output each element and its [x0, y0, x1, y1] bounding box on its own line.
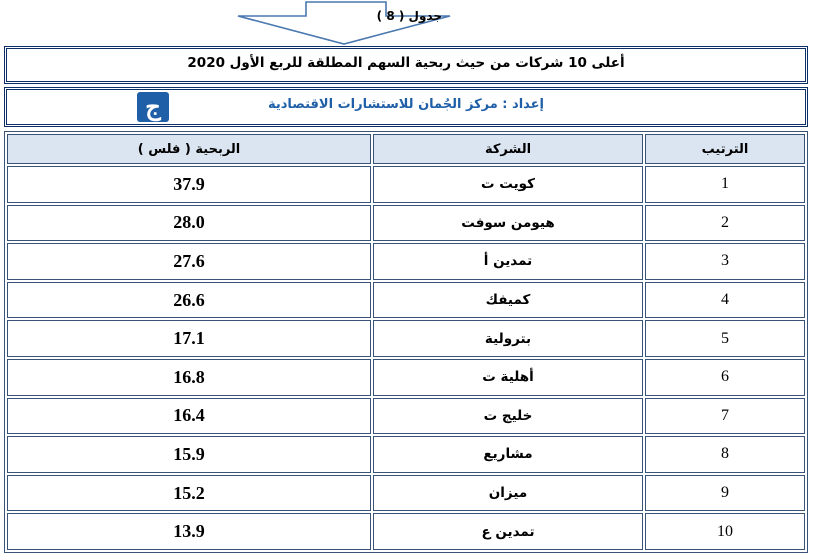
source-credit: إعداد : مركز الجُمان للاستشارات الاقتصادية — [267, 97, 545, 112]
rank-cell: 1 — [645, 166, 805, 203]
profit-cell: 15.2 — [7, 475, 371, 512]
profit-cell: 27.6 — [7, 243, 371, 280]
company-cell: مشاريع — [373, 436, 643, 473]
table-row — [7, 398, 805, 435]
company-cell: كميفك — [373, 282, 643, 319]
rank-cell: 3 — [645, 243, 805, 280]
profit-cell: 17.1 — [7, 320, 371, 357]
table-row — [7, 475, 805, 512]
source-box — [4, 87, 808, 127]
rank-cell: 10 — [645, 513, 805, 550]
column-header-rank: الترتيب — [645, 134, 805, 164]
rank-cell: 5 — [645, 320, 805, 357]
profit-cell: 16.8 — [7, 359, 371, 396]
table-number-arrow — [236, 1, 452, 46]
table-row — [7, 436, 805, 473]
company-cell: أهلية ت — [373, 359, 643, 396]
company-cell: تمدين أ — [373, 243, 643, 280]
rank-cell: 9 — [645, 475, 805, 512]
company-cell: تمدين ع — [373, 513, 643, 550]
table-header-row — [7, 134, 805, 164]
company-cell: هيومن سوفت — [373, 205, 643, 242]
column-header-profit: الربحية ( فلس ) — [7, 134, 371, 164]
table-row — [7, 359, 805, 396]
table-title: أعلى 10 شركات من حيث ربحية السهم المطلقة للربع الأول 2020 — [187, 55, 625, 71]
table-number-label: جدول ( 8 ) — [376, 9, 442, 23]
profit-cell: 13.9 — [7, 513, 371, 550]
column-header-company: الشركة — [373, 134, 643, 164]
profit-cell: 26.6 — [7, 282, 371, 319]
profit-cell: 16.4 — [7, 398, 371, 435]
table-row — [7, 320, 805, 357]
company-cell: ميزان — [373, 475, 643, 512]
profit-cell: 28.0 — [7, 205, 371, 242]
profit-cell: 15.9 — [7, 436, 371, 473]
company-cell: كويت ت — [373, 166, 643, 203]
table-row — [7, 243, 805, 280]
rank-cell: 2 — [645, 205, 805, 242]
table-row — [7, 205, 805, 242]
company-cell: بترولية — [373, 320, 643, 357]
rank-cell: 6 — [645, 359, 805, 396]
aljuman-logo: ج — [137, 92, 169, 122]
arrow-down-icon — [236, 1, 452, 46]
table-title-box — [4, 46, 808, 84]
company-cell: خليج ت — [373, 398, 643, 435]
profitability-table — [4, 131, 808, 553]
rank-cell: 4 — [645, 282, 805, 319]
rank-cell: 8 — [645, 436, 805, 473]
table-row — [7, 166, 805, 203]
table-row — [7, 282, 805, 319]
rank-cell: 7 — [645, 398, 805, 435]
profit-cell: 37.9 — [7, 166, 371, 203]
table-row — [7, 513, 805, 550]
